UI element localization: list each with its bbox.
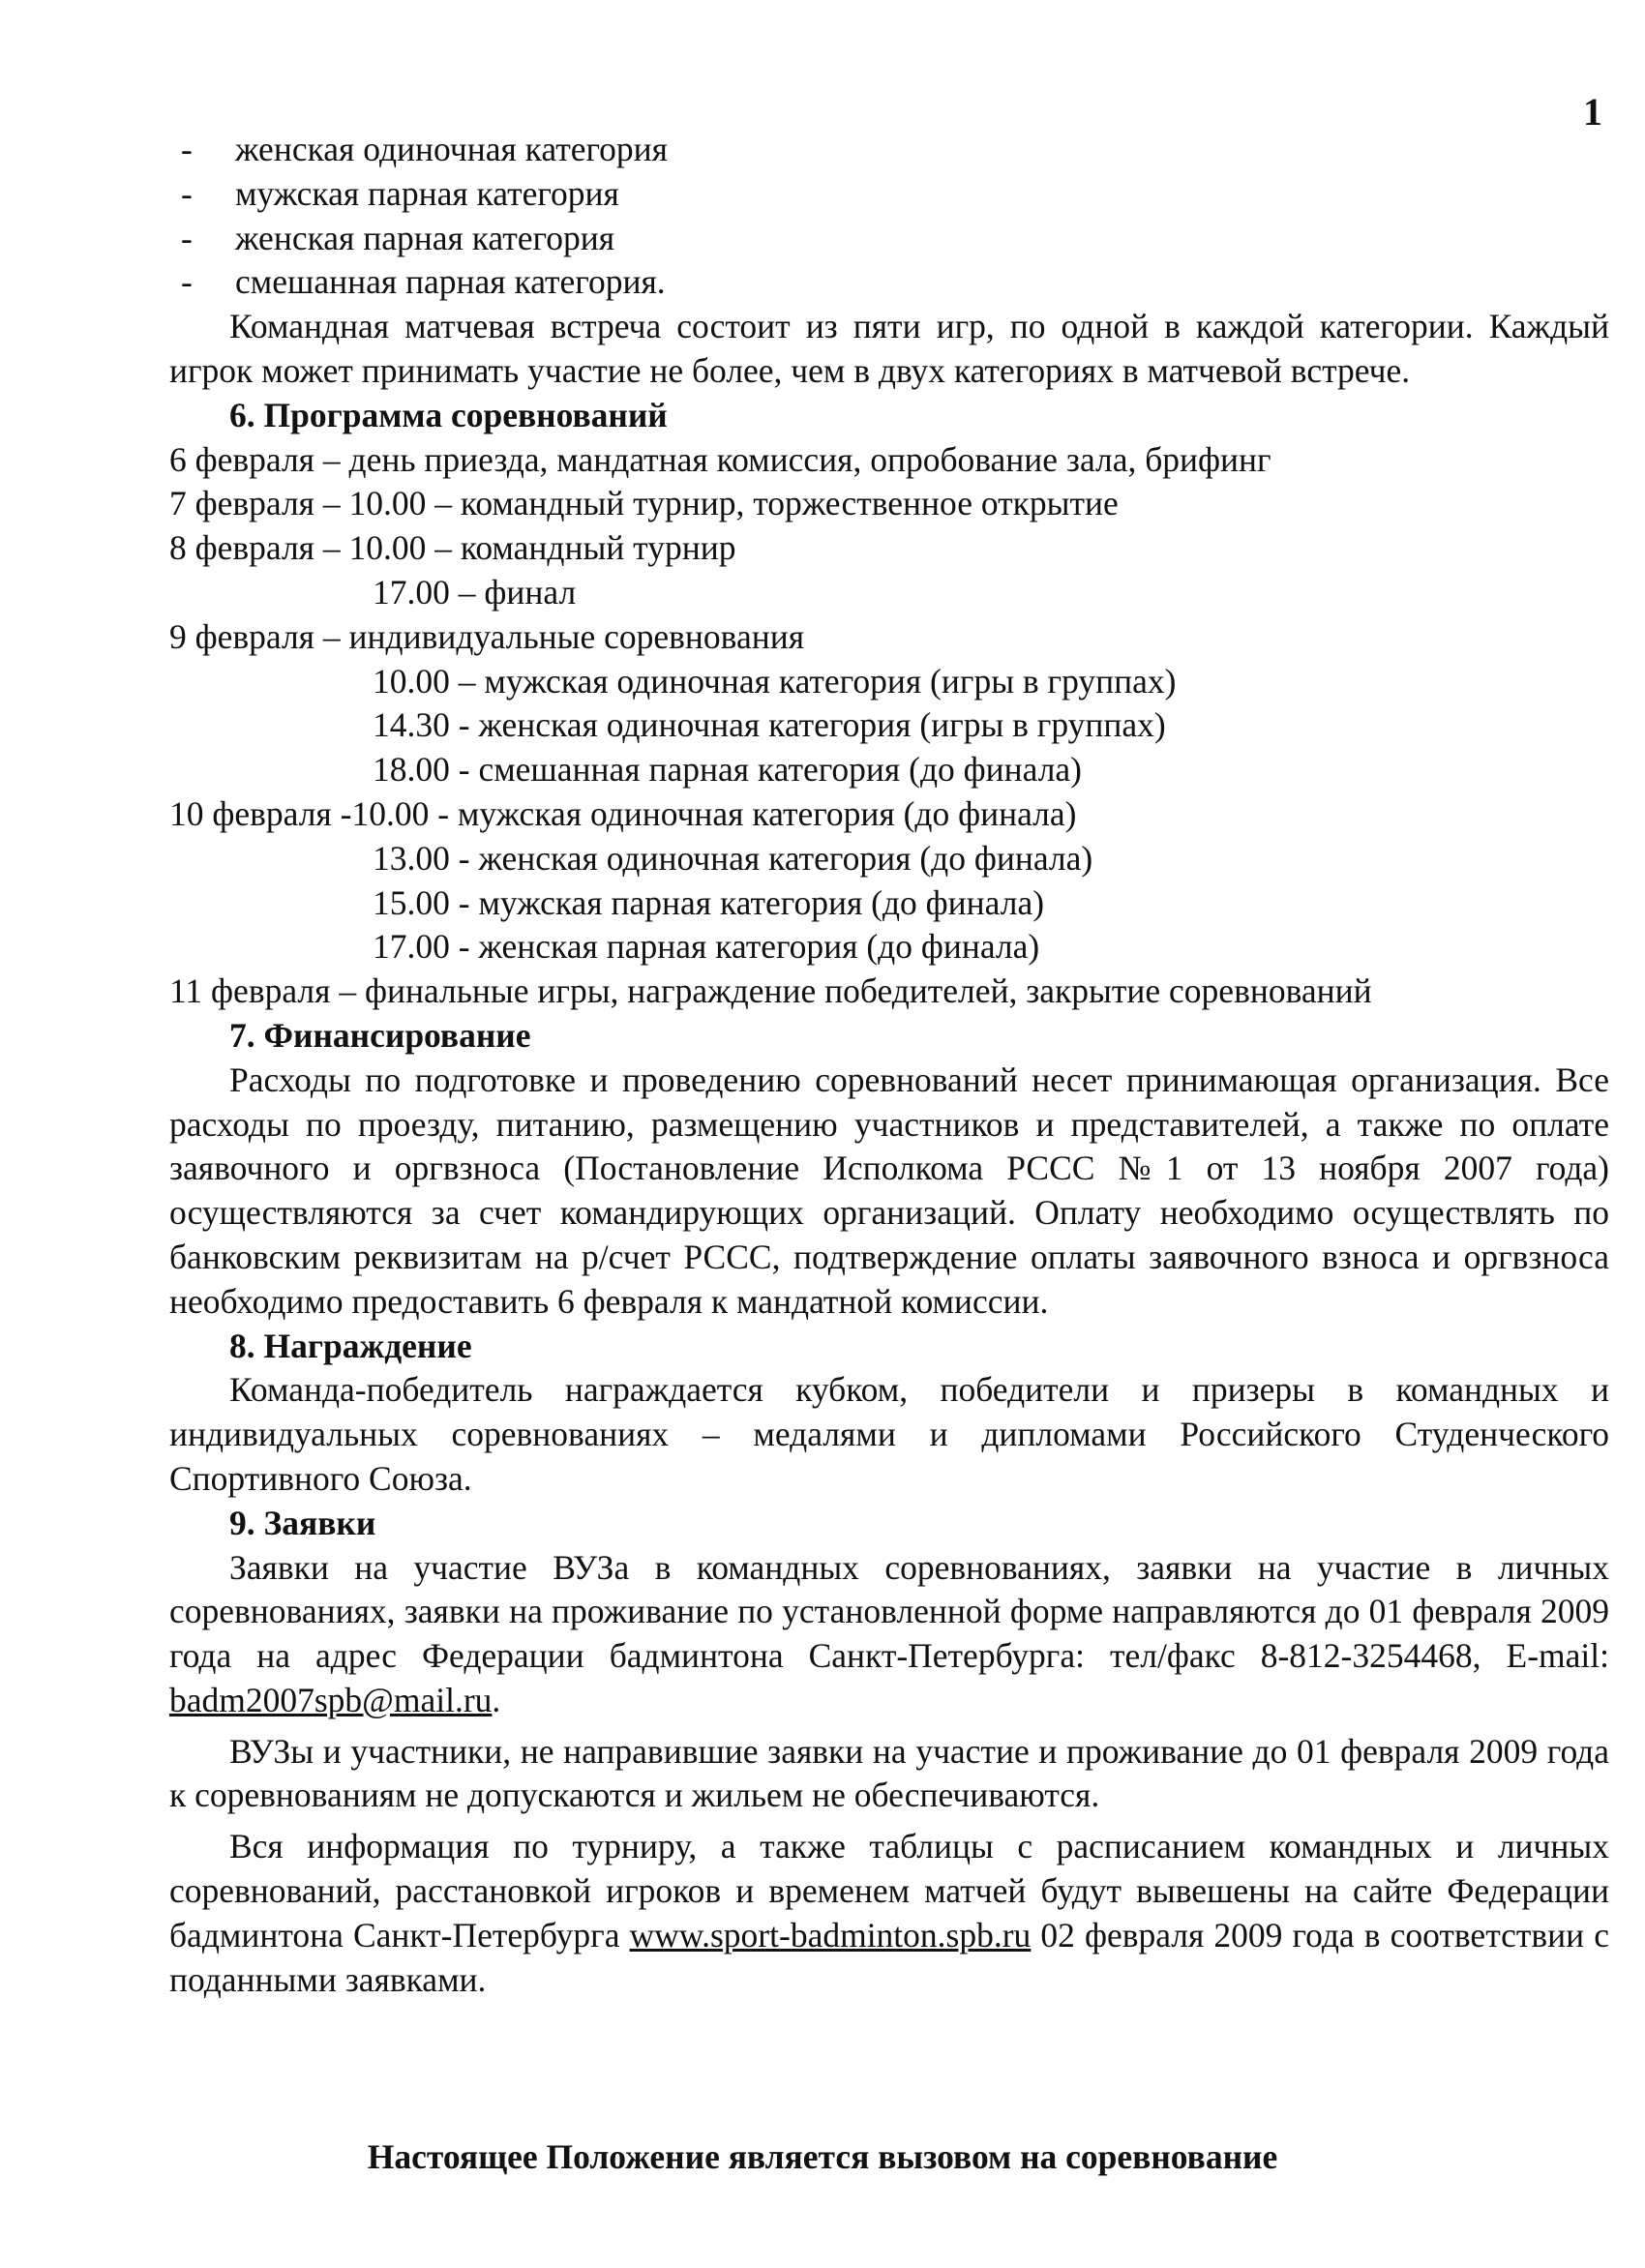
financing-paragraph: Расходы по подготовке и проведению соревнований несет принимающая организация. Все расходы по проезду, питанию, размещению участников и представителей, а также по оплате заявочного и оргвзноса (Постановление Исполкома РССС №1 от 13 ноября 2007 года) осуществляются за счет командирующих организаций. Оплату необходимо осуществлять по банковским реквизитам на р/счет РССС, подтверждение оплаты заявочного взноса и оргвзноса необходимо предоставить 6 февраля к мандатной комиссии.: [169, 1059, 1609, 1321]
info-text-end: 02 февраля 2009 года в соответствии с поданными заявками.: [169, 1915, 1609, 1999]
list-item: [169, 217, 1609, 261]
bullet-text: смешанная парная категория.: [235, 262, 666, 302]
info-text: Вся информация по турниру, а также таблицы с расписанием командных и личных соревнований, расстановкой игроков и временем матчей будут вывешены на сайте Федерации бадминтона Санкт-Петербурга: [169, 1827, 1609, 1955]
schedule-line: 10.00 – мужская одиночная категория (игры в группах): [373, 661, 1177, 701]
bullet-text: женская парная категория: [235, 218, 615, 257]
document-body: [169, 128, 1609, 2002]
section-heading-awards: 8. Награждение: [229, 1326, 472, 1365]
non-admission-paragraph: ВУЗы и участники, не направившие заявки на участие и проживание до 01 февраля 2009 года к соревнованиям не допускаются и жильем не обеспечиваются.: [169, 1731, 1609, 1815]
schedule-line: 17.00 - женская парная категория (до финала): [373, 927, 1040, 967]
bullet-text: мужская парная категория: [235, 173, 619, 213]
schedule-line: 14.30 - женская одиночная категория (игры в группах): [373, 705, 1166, 745]
section-heading-applications: 9. Заявки: [229, 1503, 376, 1542]
bullet-dash: -: [181, 130, 193, 168]
schedule-line: 9 февраля – индивидуальные соревнования: [169, 616, 805, 656]
bullet-dash: -: [181, 218, 193, 257]
applications-text: Заявки на участие ВУЗа в командных соревнованиях, заявки на участие в личных соревнованиях, заявки на проживание по установленной форме направляются до 01 февраля 2009 года на адрес Федерации бадминтона Санкт-Петербурга: тел/факс 8-812-3254468, E-mail:: [169, 1547, 1609, 1676]
website-link[interactable]: www.sport-badminton.spb.ru: [629, 1915, 1032, 1955]
page-number: 1: [1583, 90, 1602, 134]
team-match-paragraph: Командная матчевая встреча состоит из пяти игр, по одной в каждой категории. Каждый игрок может принимать участие не более, чем в двух категориях в матчевой встрече.: [169, 307, 1609, 390]
applications-paragraph: [169, 1546, 1609, 1723]
section-heading-program: 6. Программа соревнований: [229, 395, 668, 434]
schedule-line: 15.00 - мужская парная категория (до финала): [373, 882, 1045, 922]
list-item: [169, 260, 1609, 305]
email-link[interactable]: badm2007spb@mail.ru: [169, 1680, 493, 1719]
bullet-text: женская одиночная категория: [235, 130, 668, 168]
schedule-line: 8 февраля – 10.00 – командный турнир: [169, 528, 736, 568]
schedule-line: 11 февраля – финальные игры, награждение победителей, закрытие соревнований: [169, 971, 1372, 1011]
schedule-line: 13.00 - женская одиночная категория (до финала): [373, 838, 1093, 878]
section-heading-financing: 7. Финансирование: [229, 1015, 531, 1055]
schedule-line: 10 февраля -10.00 - мужская одиночная категория (до финала): [169, 793, 1077, 833]
schedule-line: 6 февраля – день приезда, мандатная комиссия, опробование зала, брифинг: [169, 439, 1271, 479]
info-paragraph: [169, 1825, 1609, 2002]
list-item: [169, 128, 1609, 172]
list-item: [169, 172, 1609, 217]
applications-text-end: .: [492, 1680, 501, 1719]
schedule-line: 17.00 – финал: [373, 572, 577, 612]
bullet-dash: -: [181, 262, 193, 302]
schedule-line: 18.00 - смешанная парная категория (до финала): [373, 750, 1083, 790]
bullet-dash: -: [181, 173, 193, 213]
awards-paragraph: Команда-победитель награждается кубком, победители и призеры в командных и индивидуальных соревнованиях – медалями и дипломами Российского Студенческого Спортивного Союза.: [169, 1370, 1609, 1498]
closing-statement: Настоящее Положение является вызовом на соревнование: [367, 2137, 1278, 2176]
schedule-line: 7 февраля – 10.00 – командный турнир, торжественное открытие: [169, 484, 1119, 523]
